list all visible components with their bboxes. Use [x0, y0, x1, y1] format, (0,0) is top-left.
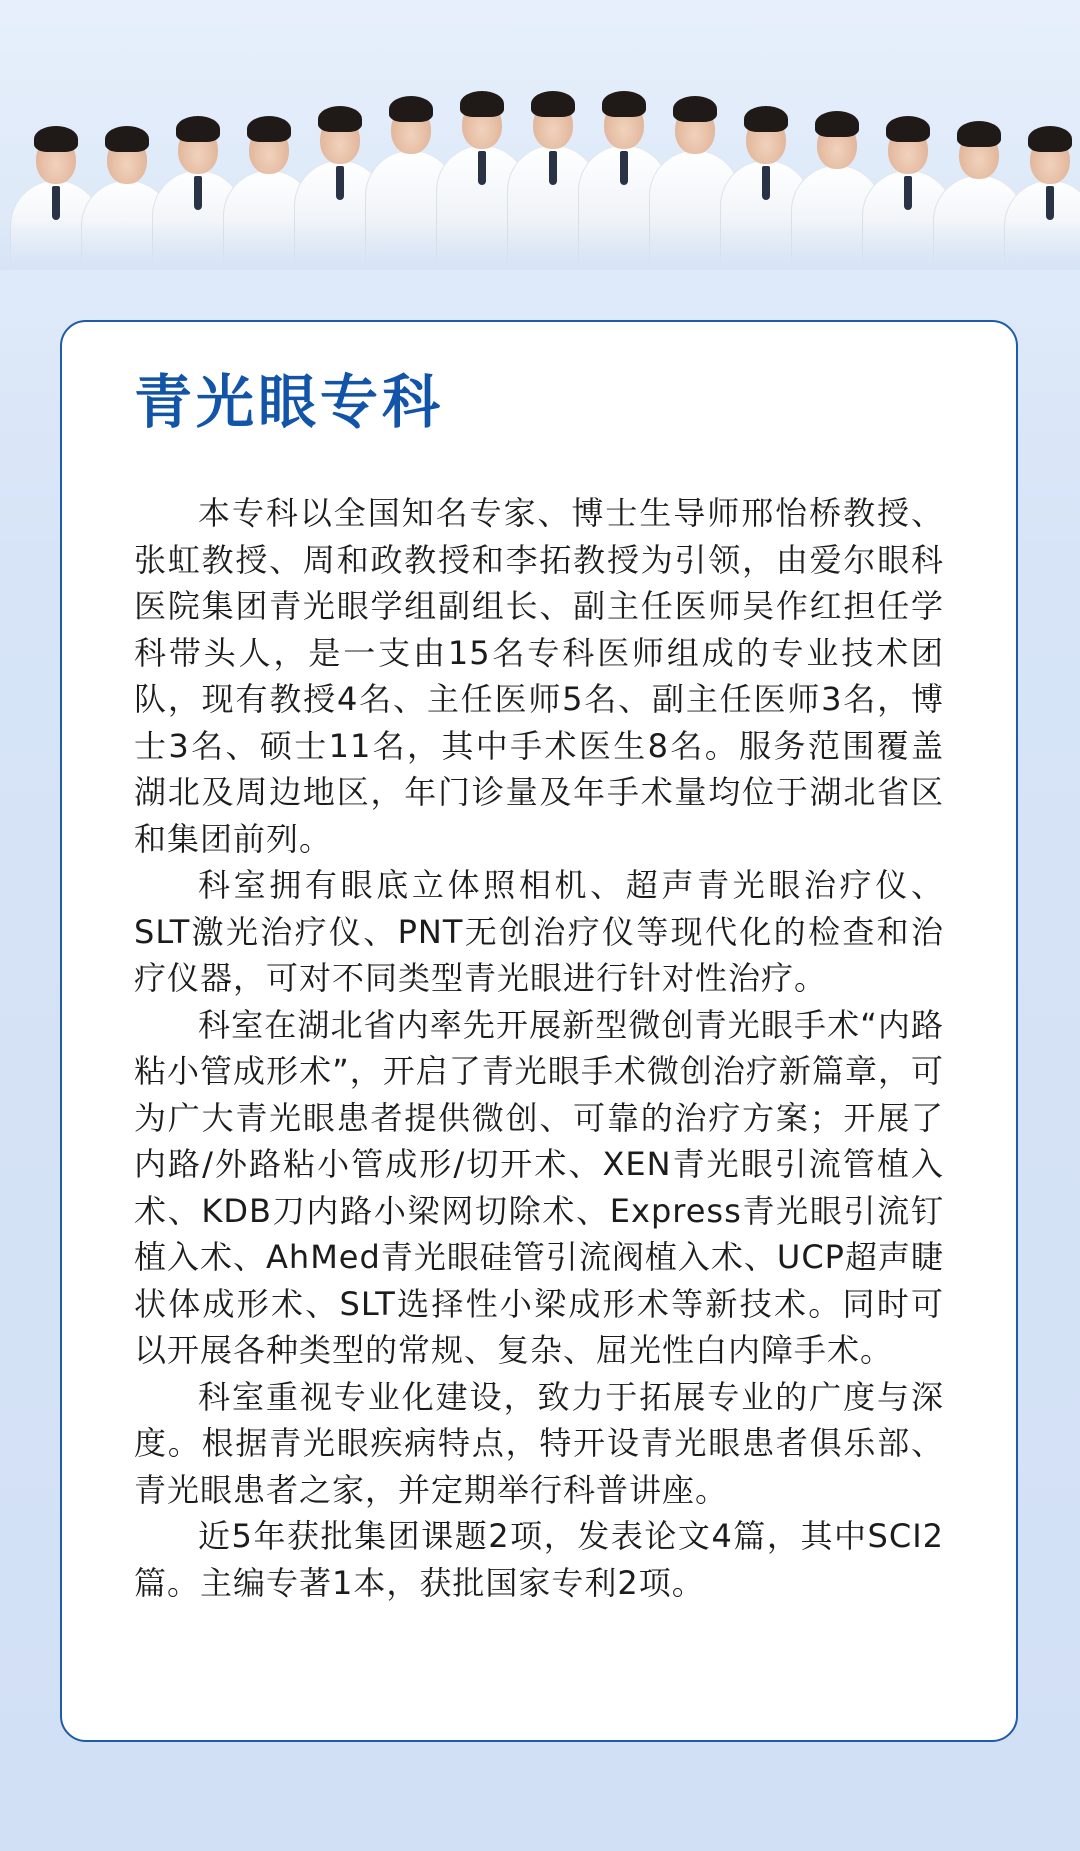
paragraph-research: 近5年获批集团课题2项，发表论文4篇，其中SCI2篇。主编专著1本，获批国家专利2项。: [134, 1517, 944, 1602]
tie: [620, 151, 628, 185]
hair: [531, 91, 575, 117]
hair: [886, 116, 930, 142]
hair: [34, 126, 78, 152]
hair: [602, 91, 646, 117]
page-title: 青光眼专科: [134, 368, 445, 436]
hair: [247, 116, 291, 142]
tie: [194, 176, 202, 210]
hair: [815, 111, 859, 137]
white-coat: [1004, 180, 1080, 270]
tie: [478, 151, 486, 185]
paragraph-development: 科室重视专业化建设，致力于拓展专业的广度与深度。根据青光眼疾病特点，特开设青光眼患者俱乐部、青光眼患者之家，并定期举行科普讲座。: [134, 1377, 944, 1509]
tie: [52, 186, 60, 220]
hair: [744, 106, 788, 132]
content-card: [60, 320, 1018, 1742]
hair: [460, 91, 504, 117]
paragraph-intro: 本专科以全国知名专家、博士生导师邢怡桥教授、张虹教授、周和政教授和李拓教授为引领，由爱尔眼科医院集团青光眼学组副组长、副主任医师吴作红担任学科带头人，是一支由15名专科医师组成的专业技术团队，现有教授4名、主任医师5名、副主任医师3名，博士3名、硕士11名，其中手术医生8名。服务范围覆盖湖北及周边地区，年门诊量及年手术量均位于湖北省区和集团前列。: [134, 494, 944, 858]
hair: [673, 96, 717, 122]
hair: [1028, 126, 1072, 152]
paragraph-equipment: 科室拥有眼底立体照相机、超声青光眼治疗仪、SLT激光治疗仪、PNT无创治疗仪等现代化的检查和治疗仪器，可对不同类型青光眼进行针对性治疗。: [134, 866, 944, 997]
tie: [549, 151, 557, 185]
tie: [762, 166, 770, 200]
tie: [336, 166, 344, 200]
hair: [389, 96, 433, 122]
hair: [105, 126, 149, 152]
tie: [1046, 186, 1054, 220]
paragraph-surgery: 科室在湖北省内率先开展新型微创青光眼手术“内路粘小管成形术”，开启了青光眼手术微创治疗新篇章，可为广大青光眼患者提供微创、可靠的治疗方案；开展了内路/外路粘小管成形/切开术、XEN青光眼引流管植入术、KDB刀内路小梁网切除术、Express青光眼引流钉植入术、AhMed青光眼硅管引流阀植入术、UCP超声睫状体成形术、SLT选择性小梁成形术等新技术。同时可以开展各种类型的常规、复杂、屈光性白内障手术。: [134, 1005, 944, 1369]
hair: [318, 106, 362, 132]
tie: [904, 176, 912, 210]
hair: [957, 121, 1001, 147]
hair: [176, 116, 220, 142]
team-photo: [0, 60, 1080, 270]
card-body: [134, 490, 944, 1606]
team-member: [1004, 110, 1080, 270]
